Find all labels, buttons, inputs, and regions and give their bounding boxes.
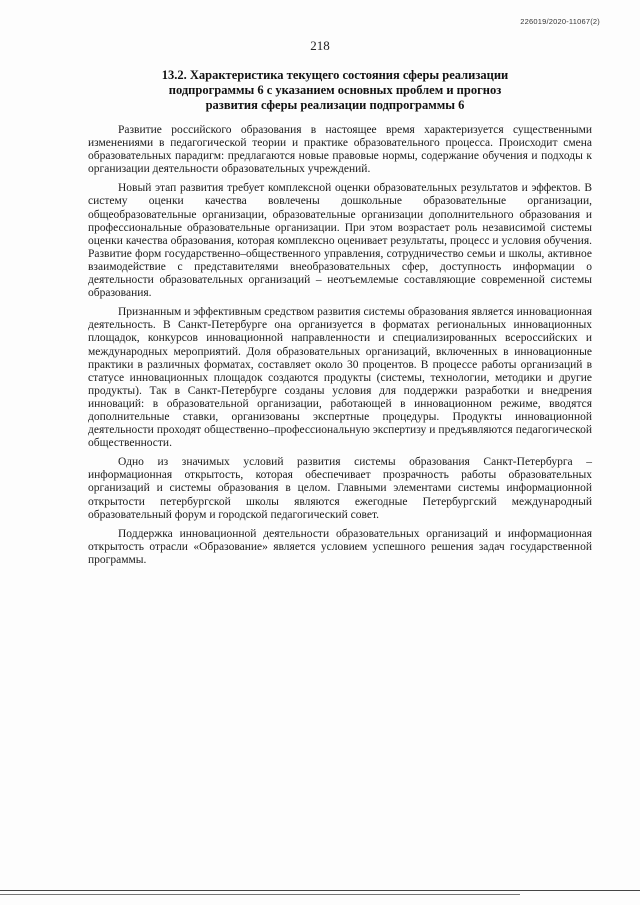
paragraph-3: Признанным и эффективным средством развития системы образования является инновационная деятельность. В Санкт-Петербурге она организуется в форматах региональных инновационных площадок, конкурсов инновационной направленности и специализированных всероссийских и международных мероприятий. Доля образовательных организаций, включенных в инновационные практики в различных форматах, составляет около 30 процентов. В процессе работы организаций в статусе инновационных площадок создаются продукты (системы, технологии, методики и другие продукты). Так в Санкт-Петербурге созданы условия для поддержки разработки и внедрения инноваций: в образовательной организации, работающей в инновационном режиме, вводятся дополнительные ставки, организованы экспертные процедуры. Продукты инновационной деятельности проходят общественно–профессиональную экспертизу и предъявляются педагогической общественности.	[88, 306, 592, 450]
section-heading-line-3: развития сферы реализации подпрограммы 6	[205, 98, 465, 112]
paragraph-5: Поддержка инновационной деятельности образовательных организаций и информационная открытость отрасли «Образование» является условием успешного решения задач государственной программы.	[88, 527, 592, 566]
scan-edge-line-secondary	[0, 894, 520, 895]
body-text	[88, 124, 592, 573]
scan-edge-line	[0, 890, 640, 891]
section-heading-line-1: 13.2. Характеристика текущего состояния сферы реализации	[161, 68, 509, 82]
page-number: 218	[310, 38, 330, 53]
section-heading	[140, 68, 530, 113]
document-id: 226019/2020-11067(2)	[520, 17, 600, 26]
paragraph-4: Одно из значимых условий развития системы образования Санкт-Петербурга – информационная открытость, которая обеспечивает прозрачность работы образовательных организаций и системы образования в целом. Главными элементами системы информационной открытости петербургской школы являются ежегодные Петербургский международный образовательный форум и городской педагогический совет.	[88, 456, 592, 521]
paragraph-2: Новый этап развития требует комплексной оценки образовательных результатов и эффектов. В систему оценки качества вовлечены дошкольные образовательные организации, общеобразовательные организации, образовательные организации дополнительного образования и профессиональные образовательные организации. При этом возрастает роль независимой системы оценки качества образования, которая комплексно оценивает результаты, процесс и условия обучения. Развитие форм государственно–общественного управления, сотрудничество семьи и школы, активное взаимодействие с представителями внеобразовательных сфер, доступность информации о деятельности образовательных организаций – неотъемлемые составляющие современной системы образования.	[88, 182, 592, 300]
section-heading-line-2: подпрограммы 6 с указанием основных проблем и прогноз	[168, 83, 502, 97]
paragraph-1: Развитие российского образования в настоящее время характеризуется существенными изменениями в педагогической теории и практике образовательного процесса. Происходит смена образовательных парадигм: предлагаются новые правовые нормы, содержание обучения и подходы к организации деятельности образовательных учреждений.	[88, 124, 592, 176]
